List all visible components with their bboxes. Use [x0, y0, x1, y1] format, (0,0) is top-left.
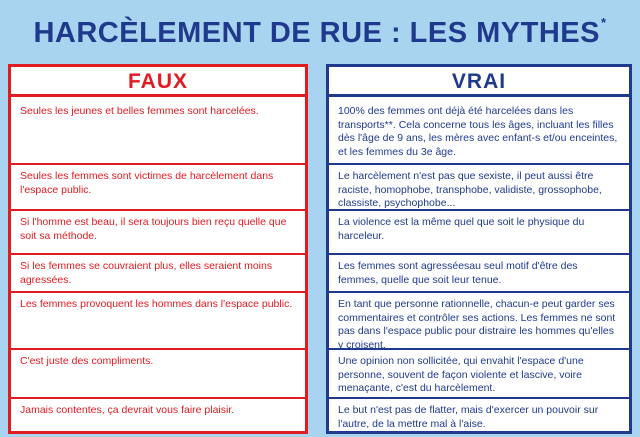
- faux-row-7: Jamais contentes, ça devrait vous faire plaisir.: [11, 397, 305, 437]
- faux-row-1: Seules les jeunes et belles femmes sont harcelées.: [20, 105, 259, 117]
- faux-row-3: Si l'homme est beau, il sera toujours bien reçu quelle que soit sa méthode.: [11, 209, 305, 253]
- vrai-row-5: En tant que personne rationnelle, chacun-e peut garder ses commentaires et contrôler ses actions. Les femmes ne sont pas dans l'espace public pour distraire les hommes qu'elles y croisent.: [329, 291, 629, 348]
- vrai-column: [326, 64, 632, 434]
- faux-row-2: Seules les femmes sont victimes de harcèlement dans l'espace public.: [11, 163, 305, 209]
- page-title: [0, 0, 640, 50]
- vrai-row-4: Les femmes sont agresséesau seul motif d'être des femmes, quelle que soit leur tenue.: [329, 253, 629, 291]
- vrai-row-6: Une opinion non sollicitée, qui envahit l'espace d'une personne, souvent de façon violente et lascive, voire menaçante, c'est du harcèlement.: [329, 348, 629, 397]
- faux-heading: FAUX: [11, 67, 305, 97]
- vrai-row-3: La violence est la même quel que soit le physique du harceleur.: [329, 209, 629, 253]
- title-asterisk: *: [600, 15, 607, 30]
- vrai-heading: VRAI: [329, 67, 629, 97]
- vrai-row-2: Le harcèlement n'est pas que sexiste, il peut aussi être raciste, homophobe, transphobe, validiste, grossophobe, classiste, psychophobe...: [329, 163, 629, 209]
- faux-row-6: C'est juste des compliments.: [11, 348, 305, 397]
- faux-row-4: Si les femmes se couvraient plus, elles seraient moins agressées.: [11, 253, 305, 291]
- faux-column: [8, 64, 308, 434]
- vrai-row-7: Le but n'est pas de flatter, mais d'exercer un pouvoir sur l'autre, de la mettre mal à l'aise.: [329, 397, 629, 437]
- title-text: HARCÈLEMENT DE RUE : LES MYTHES: [33, 17, 600, 49]
- vrai-row-1: 100% des femmes ont déjà été harcelées dans les transports**. Cela concerne tous les âges, incluant les filles dès l'âge de 9 ans, les mères avec enfant-s et/ou enceintes, et les femmes du 3e âge.: [338, 105, 618, 158]
- faux-row-5: Les femmes provoquent les hommes dans l'espace public.: [11, 291, 305, 348]
